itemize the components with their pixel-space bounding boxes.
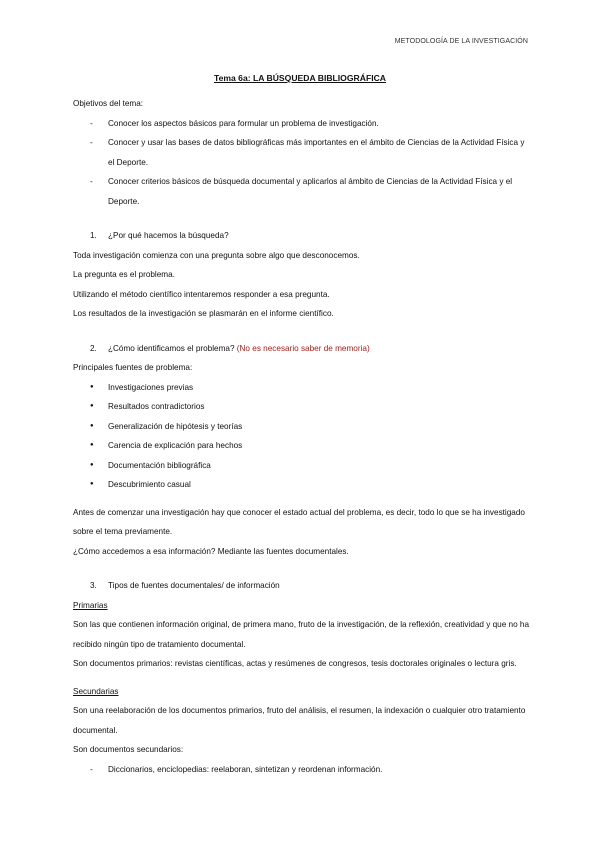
paragraph: Son una reelaboración de los documentos primarios, fruto del análisis, el resumen, la indexación o cualquier otro tratamiento documental. [73, 706, 526, 735]
list-item: ● Descubrimiento casual [73, 475, 533, 495]
list-item: - Conocer los aspectos básicos para formular un problema de investigación. [73, 114, 533, 134]
paragraph: La pregunta es el problema. [73, 270, 175, 279]
paragraph: Utilizando el método científico intentaremos responder a esa pregunta. [73, 289, 330, 299]
secondary-docs-list [73, 760, 533, 780]
paragraph: Toda investigación comienza con una pregunta sobre algo que desconocemos. [73, 250, 360, 260]
page-title: Tema 6a: LA BÚSQUEDA BIBLIOGRÁFICA [213, 73, 387, 83]
list-item: ● Resultados contradictorios [73, 397, 533, 417]
section-heading-1: 1. ¿Por qué hacemos la búsqueda? [90, 231, 229, 240]
memory-note: (No es necesario saber de memoria) [236, 343, 370, 353]
section-heading-3: 3. Tipos de fuentes documentales/ de información [90, 581, 280, 590]
objectives-list [73, 114, 533, 212]
list-item: - Diccionarios, enciclopedias: reelaboran, sintetizan y reordenan información. [73, 760, 533, 780]
objectives-label: Objetivos del tema: [73, 99, 144, 108]
paragraph: Son documentos secundarios: [73, 745, 184, 754]
paragraph: Son las que contienen información original, de primera mano, fruto de la investigación, de la reflexión, creatividad y que no ha recibido ningún tipo de tratamiento documental. [73, 620, 530, 649]
list-item: ● Documentación bibliográfica [73, 456, 533, 476]
secondary-sources-heading: Secundarias [73, 686, 119, 696]
section-heading-2: 2. ¿Cómo identificamos el problema? (No es necesario saber de memoria) [90, 343, 370, 353]
paragraph: Los resultados de la investigación se plasmarán en el informe científico. [73, 309, 334, 318]
list-item: ● Investigaciones previas [73, 378, 533, 398]
list-item: ● Generalización de hipótesis y teorías [73, 417, 533, 437]
paragraph: ¿Cómo accedemos a esa información? Mediante las fuentes documentales. [73, 546, 349, 556]
sources-label: Principales fuentes de problema: [73, 363, 193, 372]
problem-sources-list [73, 378, 533, 495]
primary-sources-heading: Primarias [73, 600, 108, 610]
paragraph: Son documentos primarios: revistas científicas, actas y resúmenes de congresos, tesis doctorales originales o lectura gris. [73, 659, 517, 668]
page-header: METODOLOGÍA DE LA INVESTIGACIÓN [394, 38, 528, 45]
list-item: - Conocer criterios básicos de búsqueda documental y aplicarlos al ámbito de Ciencias de la Actividad Física y el Deporte. [73, 172, 533, 211]
document-body [73, 94, 533, 779]
list-item: - Conocer y usar las bases de datos bibliográficas más importantes en el ámbito de Ciencias de la Actividad Física y el Deporte. [73, 133, 533, 172]
paragraph: Antes de comenzar una investigación hay que conocer el estado actual del problema, es decir, todo lo que se ha investigado sobre el tema previamente. [73, 507, 525, 536]
list-item: ● Carencia de explicación para hechos [73, 436, 533, 456]
